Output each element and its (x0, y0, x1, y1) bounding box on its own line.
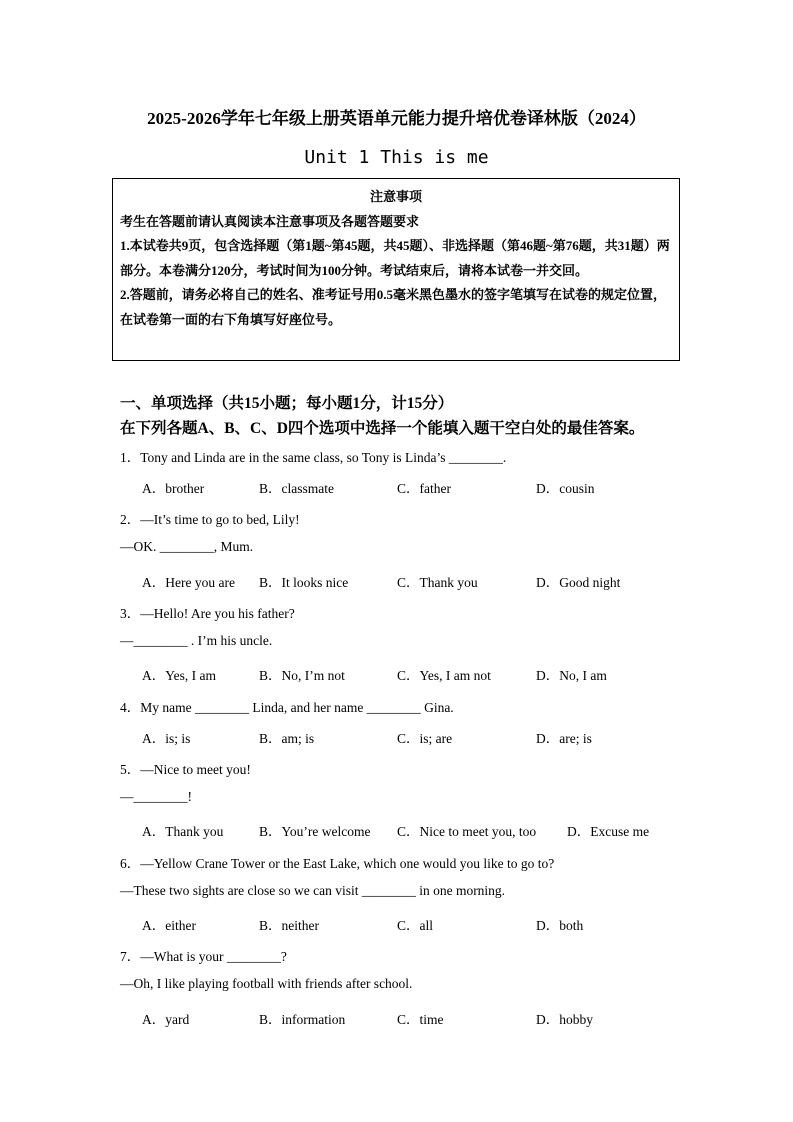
question-7-option-a: A．yard (142, 1012, 190, 1027)
question-2-reply: —OK. ________, Mum. (120, 539, 254, 554)
question-6-option-c: C．all (397, 918, 433, 933)
question-5-reply: —________! (120, 789, 192, 804)
question-5-stem: 5．—Nice to meet you! (120, 762, 251, 777)
section-heading: 一、单项选择（共15小题；每小题1分，计15分） (120, 395, 454, 412)
notice-heading: 注意事项 (369, 189, 422, 204)
question-5-option-b: B．You’re welcome (259, 824, 371, 839)
question-4-stem: 4．My name ________ Linda, and her name ________ Gina. (120, 700, 454, 715)
question-6-reply: —These two sights are close so we can visit ________ in one morning. (120, 883, 506, 898)
question-1-option-c: C．father (397, 481, 451, 496)
question-7-option-d: D．hobby (536, 1012, 593, 1027)
question-1-option-d: D．cousin (536, 481, 595, 496)
question-3-option-c: C．Yes, I am not (397, 668, 491, 683)
question-3-options (142, 664, 702, 682)
question-3-option-d: D．No, I am (536, 668, 607, 683)
question-7-option-b: B．information (259, 1012, 346, 1027)
question-7-option-c: C．time (397, 1012, 444, 1027)
question-3-option-b: B．No, I’m not (259, 668, 345, 683)
question-3-reply: —________ . I’m his uncle. (120, 633, 273, 648)
notice-box (112, 178, 680, 361)
question-7-options (142, 1008, 702, 1026)
notice-item-2: 2.答题前，请务必将自己的姓名、准考证号用0.5毫米黑色墨水的签字笔填写在试卷的规定位置，在试卷第一面的右下角填写好座位号。 (120, 287, 667, 327)
question-6-option-d: D．both (536, 918, 584, 933)
question-3-option-a: A．Yes, I am (142, 668, 217, 683)
question-4-option-d: D．are; is (536, 731, 592, 746)
question-1-option-b: B．classmate (259, 481, 334, 496)
exam-title: 2025-2026学年七年级上册英语单元能力提升培优卷译林版（2024） (147, 109, 646, 128)
question-4-option-c: C．is; are (397, 731, 453, 746)
question-2-option-d: D．Good night (536, 575, 621, 590)
question-6-options (142, 914, 702, 932)
unit-title: Unit 1 This is me (304, 147, 489, 168)
question-5-option-d: D．Excuse me (567, 824, 650, 839)
question-5-option-c: C．Nice to meet you, too (397, 824, 537, 839)
question-2-option-c: C．Thank you (397, 575, 478, 590)
question-1-option-a: A．brother (142, 481, 205, 496)
notice-intro: 考生在答题前请认真阅读本注意事项及各题答题要求 (120, 213, 420, 229)
section-instruction: 在下列各题A、B、C、D四个选项中选择一个能填入题干空白处的最佳答案。 (120, 420, 645, 437)
question-1-options (142, 477, 702, 495)
notice-item-1: 1.本试卷共9页，包含选择题（第1题~第45题，共45题）、非选择题（第46题~第76题，共31题）两部分。本卷满分120分，考试时间为100分钟。考试结束后，请将本试卷一并交回。 (120, 238, 670, 278)
question-6-stem: 6．—Yellow Crane Tower or the East Lake, which one would you like to go to? (120, 856, 555, 871)
question-5-options (142, 820, 702, 838)
question-2-option-a: A．Here you are (142, 575, 235, 590)
question-7-stem: 7．—What is your ________? (120, 949, 287, 964)
question-2-options (142, 571, 702, 589)
question-4-option-a: A．is; is (142, 731, 191, 746)
question-1-stem: 1．Tony and Linda are in the same class, so Tony is Linda’s ________. (120, 450, 507, 465)
question-2-stem: 2．—It’s time to go to bed, Lily! (120, 512, 300, 527)
question-2-option-b: B．It looks nice (259, 575, 349, 590)
question-7-reply: —Oh, I like playing football with friends after school. (120, 976, 413, 991)
question-5-option-a: A．Thank you (142, 824, 224, 839)
question-3-stem: 3．—Hello! Are you his father? (120, 606, 295, 621)
question-4-options (142, 727, 702, 745)
question-6-option-a: A．either (142, 918, 196, 933)
question-4-option-b: B．am; is (259, 731, 315, 746)
question-6-option-b: B．neither (259, 918, 319, 933)
